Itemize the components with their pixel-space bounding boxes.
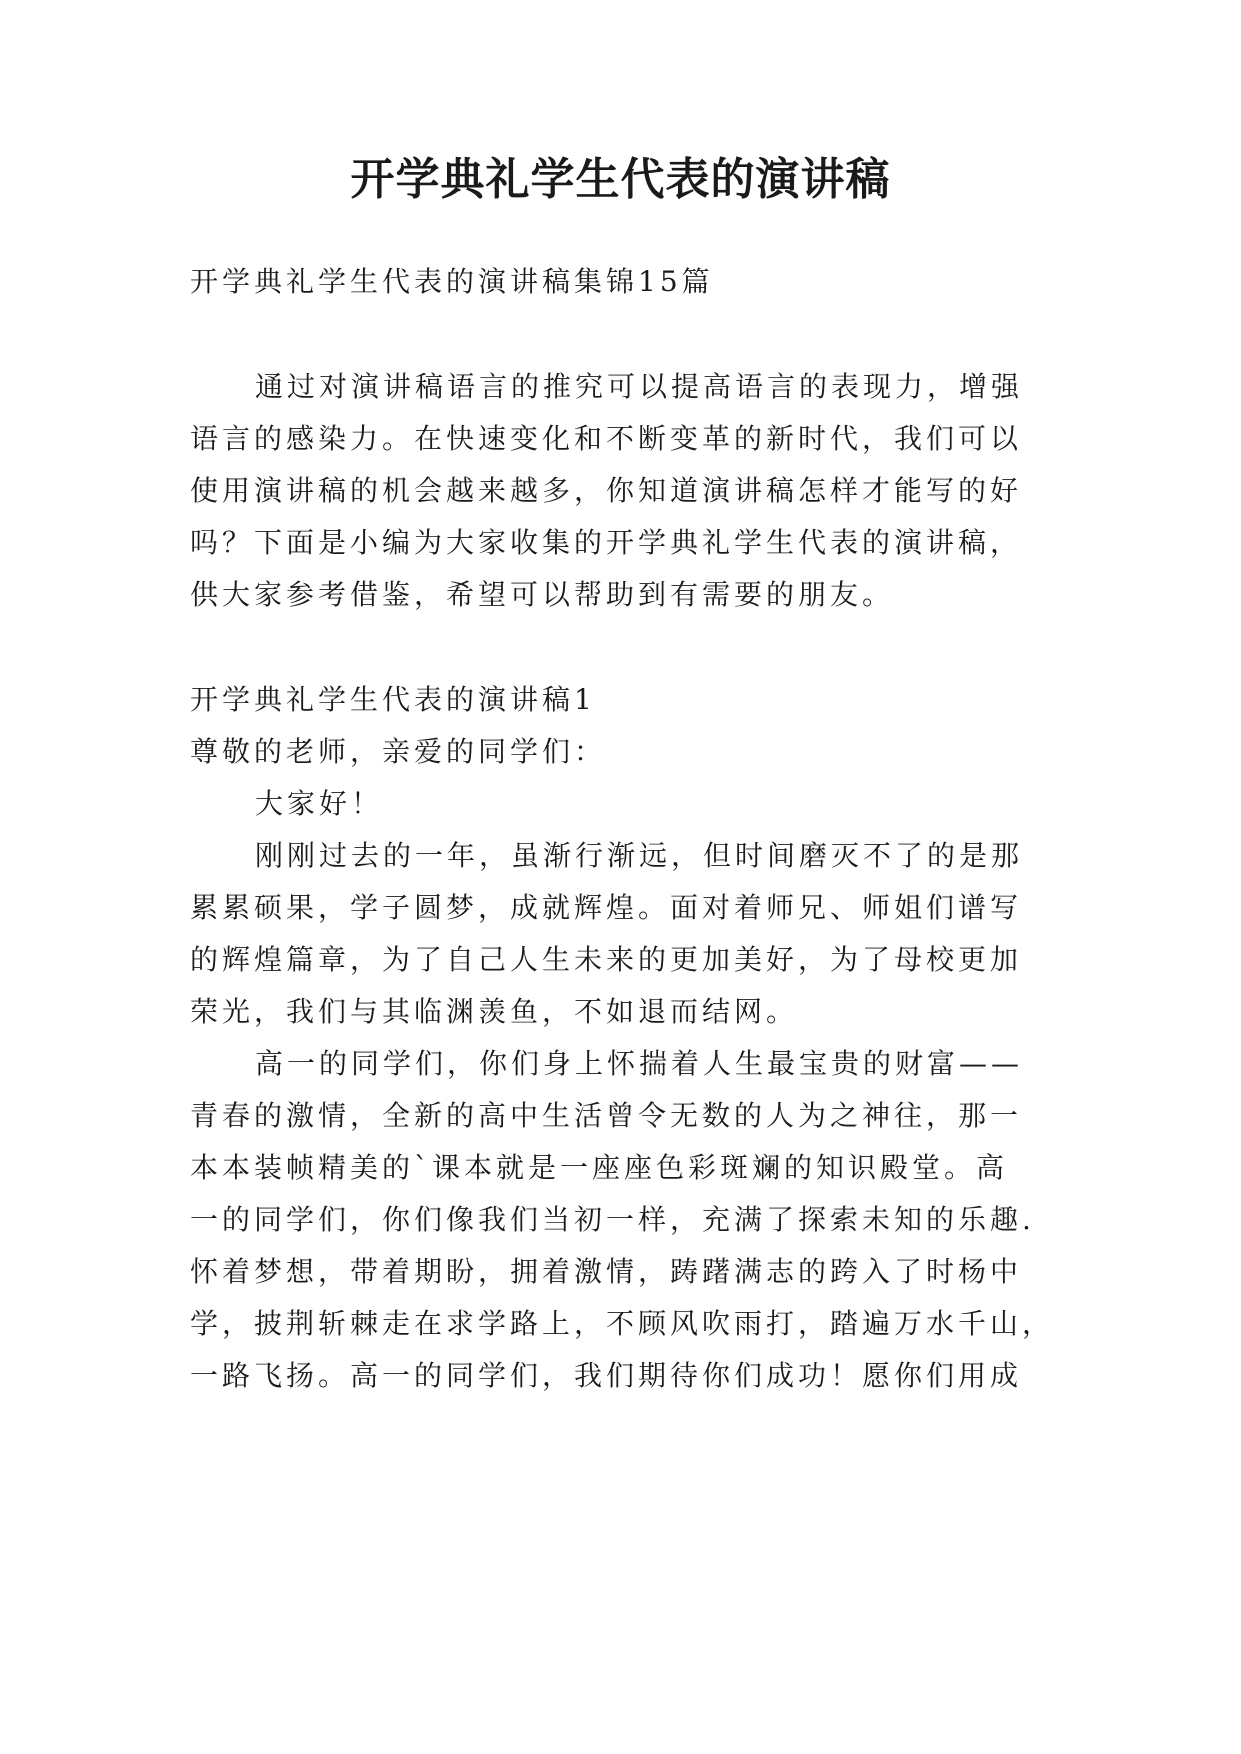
paragraph-line: 累累硕果，学子圆梦，成就辉煌。面对着师兄、师姐们谱写 bbox=[190, 891, 1023, 924]
paragraph-line: 学，披荆斩棘走在求学路上，不顾风吹雨打，踏遍万水千山， bbox=[190, 1307, 1055, 1340]
paragraph-line: 本本装帧精美的`课本就是一座座色彩斑斓的知识殿堂。高 bbox=[190, 1151, 1009, 1184]
document-title: 开学典礼学生代表的演讲稿 bbox=[350, 154, 891, 205]
paragraph-line: 怀着梦想，带着期盼，拥着激情，踌躇满志的跨入了时杨中 bbox=[190, 1255, 1023, 1288]
paragraph-line: 一路飞扬。高一的同学们，我们期待你们成功！愿你们用成 bbox=[190, 1359, 1023, 1392]
intro-line: 吗？下面是小编为大家收集的开学典礼学生代表的演讲稿， bbox=[190, 526, 1023, 559]
intro-line: 通过对演讲稿语言的推究可以提高语言的表现力，增强 bbox=[255, 370, 1024, 403]
paragraph-line: 一的同学们，你们像我们当初一样，充满了探索未知的乐趣. bbox=[190, 1203, 1035, 1236]
paragraph-line: 青春的激情，全新的高中生活曾令无数的人为之神往，那一 bbox=[190, 1099, 1023, 1132]
paragraph-line: 高一的同学们，你们身上怀揣着人生最宝贵的财富—— bbox=[255, 1047, 1024, 1080]
paragraph-line: 荣光，我们与其临渊羡鱼，不如退而结网。 bbox=[190, 995, 799, 1028]
section-heading: 开学典礼学生代表的演讲稿1 bbox=[190, 683, 596, 716]
document-subtitle: 开学典礼学生代表的演讲稿集锦15篇 bbox=[190, 265, 714, 298]
intro-line: 使用演讲稿的机会越来越多，你知道演讲稿怎样才能写的好 bbox=[190, 474, 1023, 507]
greeting: 大家好！ bbox=[255, 787, 384, 820]
paragraph-line: 刚刚过去的一年，虽渐行渐远，但时间磨灭不了的是那 bbox=[255, 839, 1024, 872]
intro-line: 语言的感染力。在快速变化和不断变革的新时代，我们可以 bbox=[190, 422, 1023, 455]
paragraph-line: 的辉煌篇章，为了自己人生未来的更加美好，为了母校更加 bbox=[190, 943, 1023, 976]
intro-line: 供大家参考借鉴，希望可以帮助到有需要的朋友。 bbox=[190, 578, 895, 611]
salutation: 尊敬的老师，亲爱的同学们： bbox=[190, 735, 607, 768]
